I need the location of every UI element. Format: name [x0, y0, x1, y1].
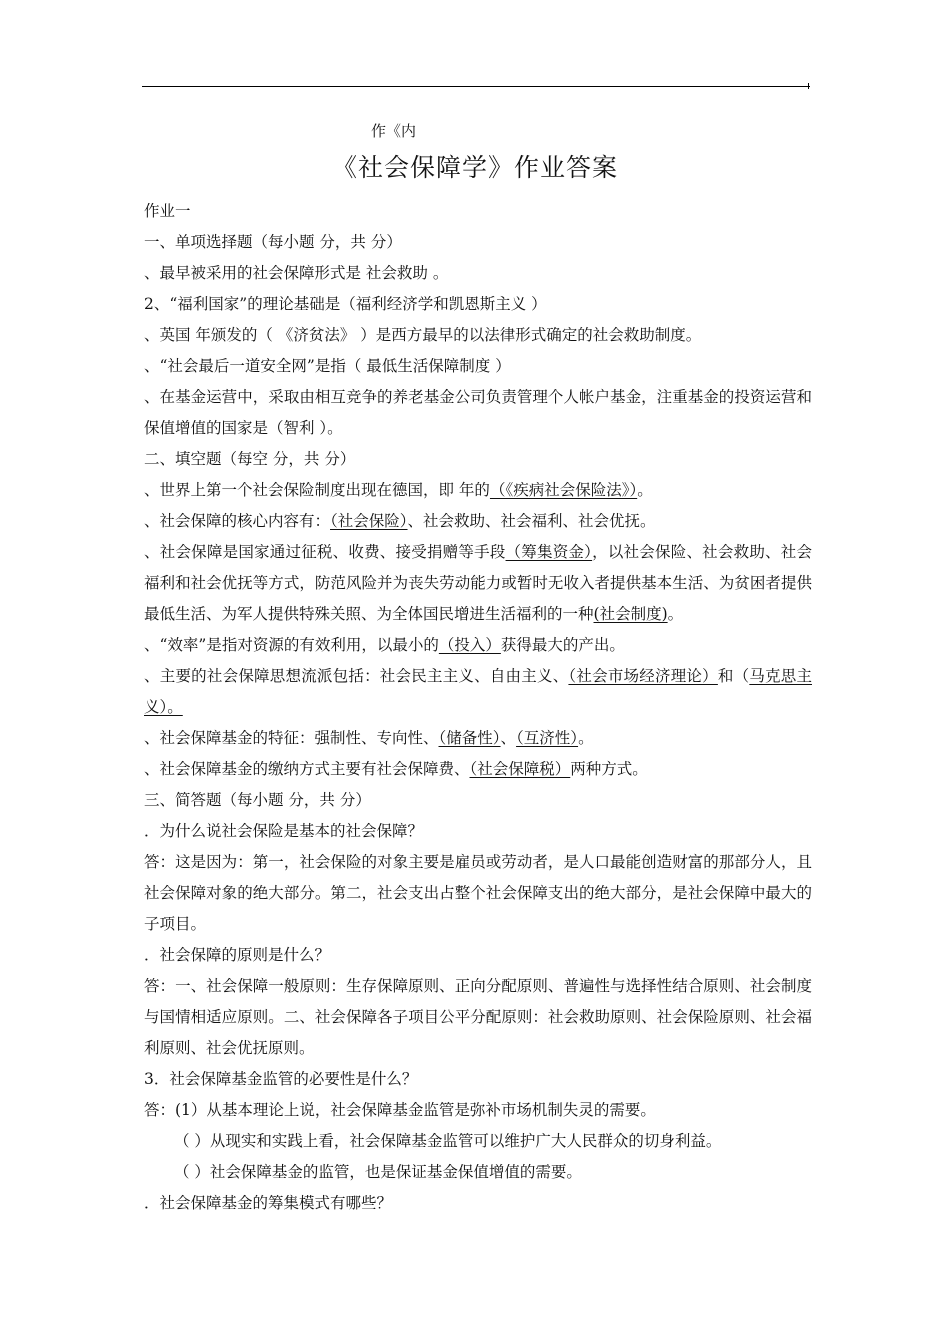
text-segment: 。 [667, 605, 684, 623]
text-segment: （ ）从现实和实践上看，社会保障基金监管可以维护广大人民群众的切身利益。 [174, 1132, 722, 1150]
text-segment: 2、“福利国家”的理论基础是（福利经济学和凯恩斯主义 ） [144, 295, 547, 313]
underlined-answer: 马克思主义）。 [144, 667, 812, 716]
text-line [144, 1126, 812, 1157]
underlined-answer: （《疾病社会保险法》） [489, 481, 638, 499]
text-line [144, 971, 812, 1064]
text-segment: 、最早被采用的社会保障形式是 社会救助 。 [144, 264, 449, 282]
text-segment: 、“社会最后一道安全网”是指（ 最低生活保障制度 ） [144, 357, 511, 375]
text-line [144, 382, 812, 444]
text-segment: ，以社会保险、社会救助、社会福利和社会优抚等方式，防范风险并为丧失劳动能力或暂时无收入者提供基本生活、为贫困者提供最低生活、为军人提供特殊关照、为全体国民增进生活福利的一种 [144, 543, 812, 623]
underlined-answer: (社会制度) [593, 605, 668, 623]
underlined-answer: （社会市场经济理论） [568, 667, 718, 685]
text-line [144, 847, 812, 940]
text-segment: 两种方式。 [570, 760, 648, 778]
text-line [144, 196, 812, 227]
text-segment: 一、单项选择题（每小题 分，共 分） [144, 233, 402, 251]
text-line [144, 289, 812, 320]
underlined-answer: （筹集资金） [505, 543, 593, 561]
text-line [144, 940, 812, 971]
text-segment: 、社会保障是国家通过征税、收费、接受捐赠等手段 [144, 543, 506, 561]
text-segment: 、在基金运营中，采取由相互竞争的养老基金公司负责管理个人帐户基金，注重基金的投资运营和保值增值的国家是（智利 ）。 [144, 388, 812, 437]
underlined-answer: （互济性） [516, 729, 579, 747]
underlined-answer: （投入） [438, 636, 501, 654]
text-segment: ．为什么说社会保险是基本的社会保障？ [144, 822, 424, 840]
text-segment: 、社会保障基金的缴纳方式主要有社会保障费、 [144, 760, 470, 778]
text-line [144, 1095, 812, 1126]
text-segment: 作业一 [144, 202, 191, 220]
text-segment: 。 [637, 481, 653, 499]
text-segment: 答：一、社会保障一般原则：生存保障原则、正向分配原则、普遍性与选择性结合原则、社会制度与国情相适应原则。二、社会保障各子项目公平分配原则：社会救助原则、社会保险原则、社会福利原则、社会优抚原则。 [144, 977, 812, 1057]
document-title: 《社会保障学》作业答案 [331, 153, 618, 182]
text-line [144, 1188, 812, 1219]
text-segment: ．社会保障基金的筹集模式有哪些？ [144, 1194, 393, 1212]
text-line [144, 630, 812, 661]
header-rule [142, 86, 810, 87]
header-overline: 作《内 [371, 122, 417, 140]
text-line [144, 1157, 812, 1188]
text-line [144, 258, 812, 289]
text-line [144, 320, 812, 351]
text-segment: 、世界上第一个社会保险制度出现在德国，即 年的 [144, 481, 490, 499]
text-segment: 答：这是因为：第一，社会保险的对象主要是雇员或劳动者，是人口最能创造财富的那部分人，且社会保障对象的绝大部分。第二，社会支出占整个社会保障支出的绝大部分，是社会保障中最大的子项目。 [144, 853, 812, 933]
text-segment: 获得最大的产出。 [500, 636, 625, 654]
text-line [144, 785, 812, 816]
text-segment: 、主要的社会保障思想流派包括：社会民主主义、自由主义、 [144, 667, 569, 685]
text-line [144, 506, 812, 537]
text-segment: ．社会保障的原则是什么？ [144, 946, 331, 964]
text-segment: 答：(1）从基本理论上说，社会保障基金监管是弥补市场机制失灵的需要。 [144, 1101, 656, 1119]
text-segment: 三、简答题（每小题 分，共 分） [144, 791, 371, 809]
text-segment: 。 [578, 729, 594, 747]
underlined-answer: （社会保险） [330, 512, 408, 530]
text-line [144, 1064, 812, 1095]
text-line [144, 816, 812, 847]
document-body [144, 196, 812, 1219]
text-line [144, 537, 812, 630]
underlined-answer: （社会保障税） [469, 760, 571, 778]
text-segment: 3．社会保障基金监管的必要性是什么？ [144, 1070, 418, 1088]
text-segment: 、英国 年颁发的（ 《济贫法》 ）是西方最早的以法律形式确定的社会救助制度。 [144, 326, 702, 344]
text-line [144, 723, 812, 754]
text-segment: 、社会保障基金的特征：强制性、专向性、 [144, 729, 439, 747]
text-line [144, 351, 812, 382]
text-segment: 、 [500, 729, 517, 747]
text-segment: （ ）社会保障基金的监管，也是保证基金保值增值的需要。 [174, 1163, 582, 1181]
text-line [144, 444, 812, 475]
text-line [144, 227, 812, 258]
underlined-answer: （储备性） [438, 729, 501, 747]
text-line [144, 661, 812, 723]
text-line [144, 475, 812, 506]
text-line [144, 754, 812, 785]
text-segment: 、社会保障的核心内容有： [144, 512, 331, 530]
text-segment: 、社会救助、社会福利、社会优抚。 [407, 512, 656, 530]
text-segment: 二、填空题（每空 分，共 分） [144, 450, 356, 468]
text-segment: 和（ [717, 667, 750, 685]
header-rule-tick [808, 83, 809, 89]
text-segment: 、“效率”是指对资源的有效利用，以最小的 [144, 636, 439, 654]
